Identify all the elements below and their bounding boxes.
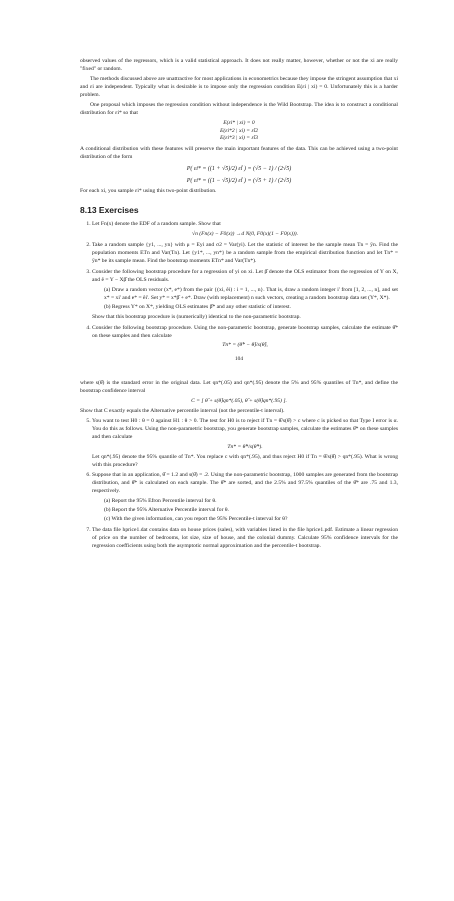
equation: E(εi*2 | xi) = ε̂i2 xyxy=(220,127,258,134)
exercise-text: Show that this bootstrap procedure is (numerically) identical to the non-parametric bootstrap. xyxy=(92,313,301,320)
exercise-item: 6. Suppose that in an application, θ̂ = 1.2 and s(θ̂) = .2. Using the non-parametric bootstrap, 1000 samples are generated from the bootstrap distribution, and θ̂* is calculated on each sample. The θ̂* are sorted, and the 2.5% and 97.5% quantiles of the θ̂* are .75 and 1.3, respectively. (a) Report the 95% Efron Percentile interval for θ. (b) Report the 95% Alternative Percentile interval for θ. (c) With the given information, can you report the 95% Percentile-t interval for θ? xyxy=(92,472,398,524)
exercise-item: 5. You want to test H0 : θ = 0 against H1 : θ > 0. The test for H0 is to reject if Tn = θ̂/s(θ̂) > c where c is picked so that Type I error is α. You do this as follows. Using the non-parametric bootstrap, you generate bootstrap samples, calculate the estimates θ̂* on these samples and then calculate Tn* = θ̂*/s(θ̂*). Let qn*(.95) denote the 95% quantile of Tn*. You replace c with qn*(.95), and thus reject H0 if Tn = θ̂/s(θ̂) > qn*(.95). What is wrong with this procedure? xyxy=(92,418,398,470)
equation: E(εi*3 | xi) = ε̂i3 xyxy=(220,135,258,142)
text-column xyxy=(80,58,398,554)
equation: P( εi* = ((1 − √5)/2) ε̂i ) = (√5 + 1) / (2√5) xyxy=(186,177,292,184)
exercise-item: 7. The data file hprice1.dat contains data on house prices (sales), with variables listed in the file hprice1.pdf. Estimate a linear regression of price on the number of bedrooms, lot size, size of house, and the colonial dummy. Calculate 95% confidence intervals for the regression coefficients using both the asymptotic normal approximation and the percentile-t bootstrap. xyxy=(92,527,398,551)
exercise-item: 2. Take a random sample {y1, ..., yn} with μ = Eyi and σ2 = Var(yi). Let the statistic of interest be the sample mean Tn = ȳn. Find the population moments ETn and Var(Tn). Let {y1*, ..., yn*} be a random sample from the empirical distribution function and let Tn* = ȳn* be its sample mean. Find the bootstrap moments ETn* and Var(Tn*). xyxy=(92,242,398,266)
sub-item: (a) Draw a random vector (x*, e*) from the pair {(xi, êi) : i = 1, ..., n}. That is, draw a random integer i' from [1, 2, ..., n], and set x* = xi' and e* = êi'. Set y* = x*β̂ + e*. Draw (with replacement) n such vectors, creating a random bootstrap data set (Y*, X*). xyxy=(104,286,398,301)
paragraph: For each xi, you sample εi* using this two-point distribution. xyxy=(80,188,217,195)
equation: √n (Fn(x) − F0(x)) →d N(0, F0(x)(1 − F0(x))). xyxy=(192,231,298,238)
exercise-list xyxy=(80,221,398,350)
paragraph: The methods discussed above are unattractive for most applications in econometrics because they impose the stringent assumption that xi and εi are independent. Typically what is desirable is to impose only the regression condition E(εi | xi) = 0. Unfortunately this is a harder problem. xyxy=(80,75,398,98)
equation: Tn* = θ̂*/s(θ̂*). xyxy=(227,443,263,450)
paragraph: A conditional distribution with these features will preserve the main important features of the data. This can be achieved using a two-point distribution of the form xyxy=(80,146,398,161)
sub-list xyxy=(92,498,398,524)
exercise-item: 1. Let Fn(x) denote the EDF of a random sample. Show that √n (Fn(x) − F0(x)) →d N(0, F0(x)(1 − F0(x))). xyxy=(92,221,398,239)
paragraph: observed values of the regressors, which is a valid statistical approach. It does not really matter, however, whether or not the xi are really "fixed" or random. xyxy=(80,58,398,72)
section-heading: 8.13 Exercises xyxy=(80,205,139,216)
equation: E(εi* | xi) = 0 xyxy=(223,119,255,126)
sub-item: (b) Regress Y* on X*, yielding OLS estimates β̂* and any other statistic of interest. xyxy=(104,303,291,310)
sub-item: (b) Report the 95% Alternative Percentile interval for θ. xyxy=(104,507,229,514)
equation: P( εi* = ((1 + √5)/2) ε̂i ) = (√5 − 1) / (2√5) xyxy=(186,166,292,173)
exercise-item: 4. Consider the following bootstrap procedure. Using the non-parametric bootstrap, generate bootstrap samples, calculate the estimate θ̂* on these samples and then calculate Tn* = (θ̂* − θ̂)/s(θ̂), xyxy=(92,325,398,351)
paragraph: where s(θ̂) is the standard error in the original data. Let qn*(.05) and qn*(.95) denote the 5% and 95% quantiles of Tn*, and define the bootstrap confidence interval xyxy=(80,380,398,395)
equation: Tn* = (θ̂* − θ̂)/s(θ̂), xyxy=(222,342,268,349)
moment-conditions xyxy=(80,120,398,144)
paragraph: One proposal which imposes the regression condition without independence is the Wild Bootstrap. The idea is to construct a conditional distribution for εi* so that xyxy=(80,101,398,116)
sub-item: (a) Report the 95% Efron Percentile interval for θ. xyxy=(104,498,217,505)
sub-item: (c) With the given information, can you report the 95% Percentile-t interval for θ? xyxy=(104,516,288,523)
exercise-text: Let qn*(.95) denote the 95% quantile of Tn*. You replace c with qn*(.95), and thus reject H0 if Tn = θ̂/s(θ̂) > qn*(.95). What is wrong with this procedure? xyxy=(92,453,398,468)
exercise-list xyxy=(80,418,398,551)
equation: C = [ θ̂ + s(θ̂)qn*(.05), θ̂ + s(θ̂)qn*(.95) ]. xyxy=(191,397,287,404)
page-number: 104 xyxy=(234,356,244,363)
exercise-item: 3. Consider the following bootstrap procedure for a regression of yi on xi. Let β̂ denote the OLS estimator from the regression of Y on X, and ê = Y − Xβ̂ the OLS residuals. (a) Draw a random vector (x*, e*) from the pair {(xi, êi) : i = 1, ..., n}. That is, draw a random integer i' from [1, 2, ..., n], and set x* = xi' and e* = êi'. Set y* = x*β̂ + e*. Draw (with replacement) n such vectors, creating a random bootstrap data set (Y*, X*). (b) Regress Y* on X*, yielding OLS estimates β̂* and any other statistic of interest. Show that this bootstrap procedure is (numerically) identical to the non-parametric bootstrap. xyxy=(92,269,398,322)
sub-list xyxy=(92,287,398,312)
paragraph: Show that C exactly equals the Alternative percentile interval (not the percentile-t interval). xyxy=(80,407,285,414)
